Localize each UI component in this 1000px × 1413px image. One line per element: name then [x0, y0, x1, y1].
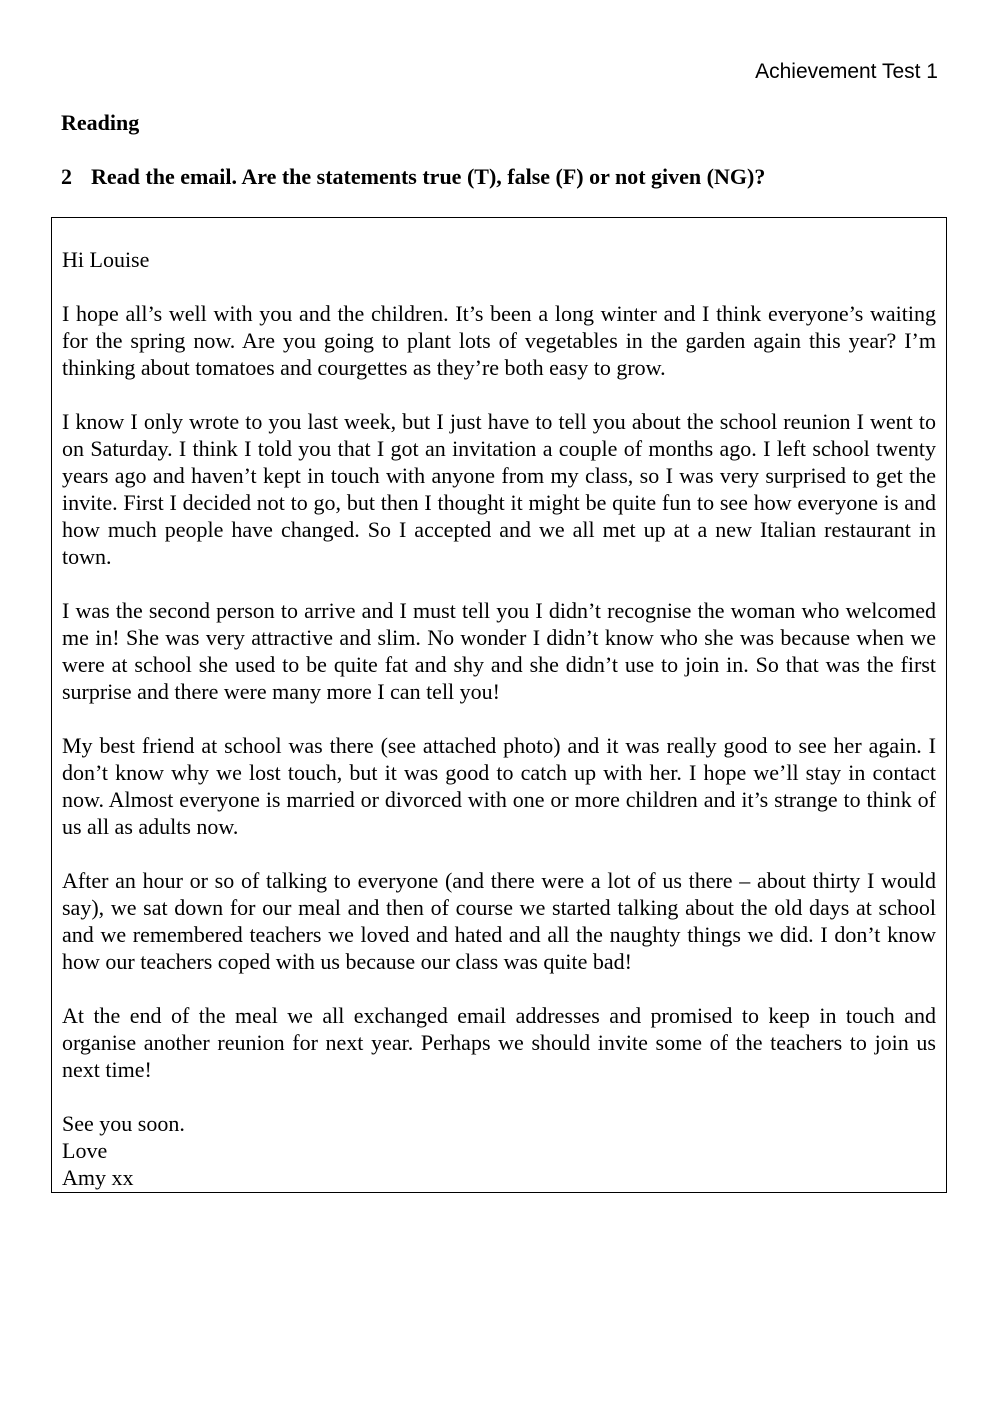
section-title: Reading	[61, 110, 140, 135]
question-number: 2	[61, 164, 72, 189]
email-paragraph: At the end of the meal we all exchanged email addresses and promised to keep in touch and organise another reunion for next year. Perhaps we should invite some of the teachers to join us next time!	[62, 1003, 936, 1082]
email-paragraph: I hope all’s well with you and the children. It’s been a long winter and I think everyone’s waiting for the spring now. Are you going to plant lots of vegetables in the garden again this year? I’m thinking about tomatoes and courgettes as they’re both easy to grow.	[62, 301, 936, 380]
instruction	[61, 164, 765, 190]
email-paragraph: I know I only wrote to you last week, but I just have to tell you about the school reunion I went to on Saturday. I think I told you that I got an invitation a couple of months ago. I left school twenty years ago and haven’t kept in touch with anyone from my class, so I was very surprised to get the invite. First I decided not to go, but then I thought it might be quite fun to see how everyone is and how much people have changed. So I accepted and we all met up at a new Italian restaurant in town.	[62, 409, 936, 569]
email-closing: See you soon.	[62, 1111, 185, 1136]
email-signoff	[62, 1110, 936, 1191]
email-signature: Amy xx	[62, 1165, 134, 1190]
email-paragraph: My best friend at school was there (see attached photo) and it was really good to see her again. I don’t know why we lost touch, but it was good to catch up with her. I hope we’ll stay in contact now. Almost everyone is married or divorced with one or more children and it’s strange to think of us all as adults now.	[62, 733, 936, 839]
email-paragraph: I was the second person to arrive and I must tell you I didn’t recognise the woman who welcomed me in! She was very attractive and slim. No wonder I didn’t know who she was because when we were at school she used to be quite fat and shy and she didn’t use to join in. So that was the first surprise and there were many more I can tell you!	[62, 598, 936, 704]
email-love: Love	[62, 1138, 108, 1163]
email-box	[51, 217, 947, 1193]
instruction-text: Read the email. Are the statements true (T), false (F) or not given (NG)?	[91, 164, 766, 189]
test-title: Achievement Test 1	[755, 60, 938, 83]
email-paragraph: After an hour or so of talking to everyone (and there were a lot of us there – about thirty I would say), we sat down for our meal and then of course we started talking about the old days at school and we remembered teachers we loved and hated and all the naughty things we did. I don’t know how our teachers coped with us because our class was quite bad!	[62, 868, 936, 974]
email-greeting: Hi Louise	[62, 247, 150, 272]
